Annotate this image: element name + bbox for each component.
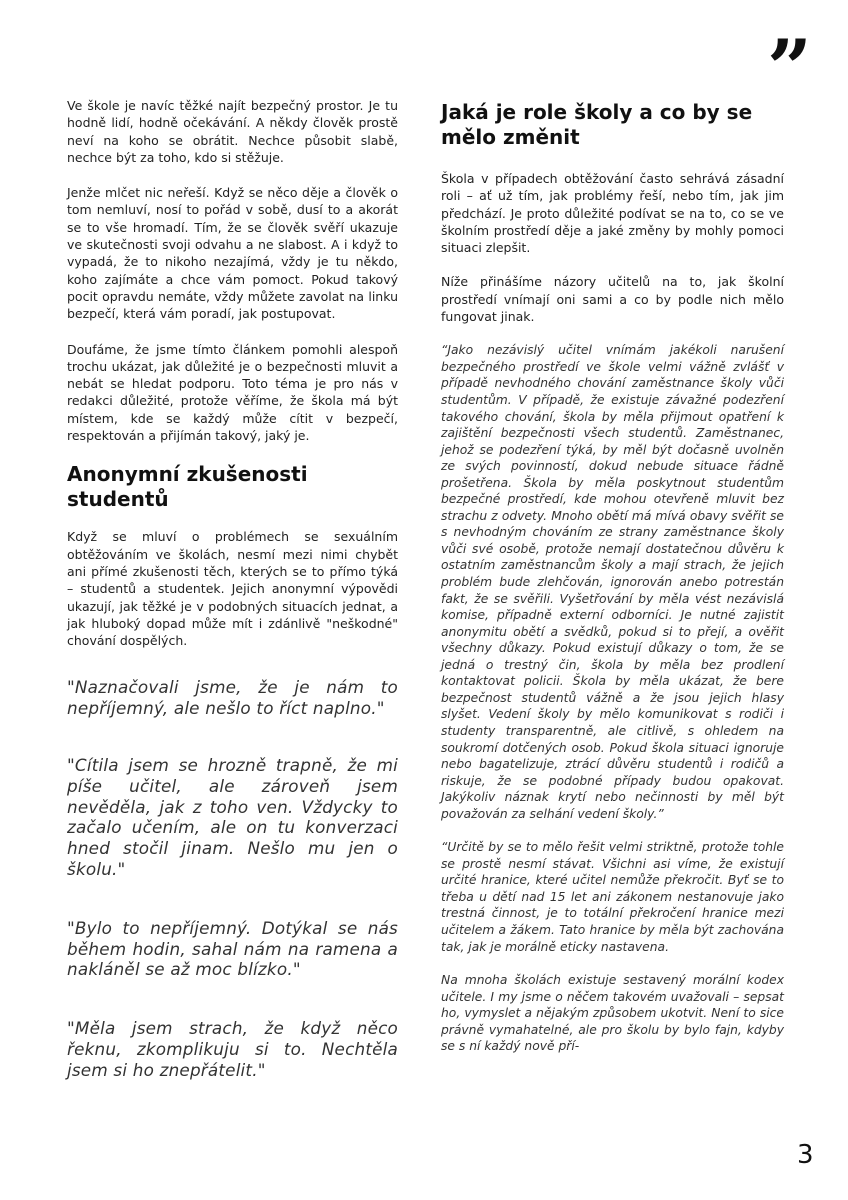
left-paragraph-2: Jenže mlčet nic neřeší. Když se něco děje a člověk o tom nemluví, nosí to pořád v sobě, dusí to a akorát se to vše hromadí. Tím, že se člověk svěří ukazuje ve skutečnosti svoji odvahu a ne slabost. A i když to vypadá, že to nikoho nezajímá, vždy je tu někdo, koho zajímáte a chce vám pomoct. Pokud takový pocit opravdu nemáte, vždy můžete zavolat na linku bezpečí, která vám poradí, jak postupovat.	[67, 185, 398, 322]
quote-mark-icon: ”	[767, 23, 812, 114]
teacher-opinion-2: “Určitě by se to mělo řešit velmi striktně, protože tohle se prostě nesmí stávat. Všichni asi víme, že existují určité hranice, které učitel nemůže překročit. Byť se to třeba u dětí nad 15 let ani zákonem nestanovuje jako trestná činnost, je to totální překročení hranice mezi učitelem a žákem. Tato hranice by měla být zachována tak, jak je morálně eticky nastavena.	[441, 840, 784, 954]
left-column	[67, 97, 398, 1081]
student-quote-1: "Naznačovali jsme, že je nám to nepříjemný, ale nešlo to říct naplno."	[67, 677, 398, 719]
left-paragraph-1: Ve škole je navíc těžké najít bezpečný prostor. Je tu hodně lidí, hodně očekávání. A někdy člověk prostě neví na koho se obrátit. Nechce působit slabě, nechce být za toho, kdo si stěžuje.	[67, 98, 398, 165]
right-paragraph-1: Škola v případech obtěžování často sehrává zásadní roli – ať už tím, jak problémy řeší, nebo tím, jak jim předchází. Je proto důležité podívat se na to, co se ve školním prostředí děje a jaké změny by mohly pomoci situaci zlepšit.	[441, 171, 784, 256]
left-paragraph-4: Když se mluví o problémech se sexuálním obtěžováním ve školách, nesmí mezi nimi chybět ani přímé zkušenosti těch, kterých se to přímo týká – studentů a studentek. Jejich anonymní výpovědi ukazují, jak těžké je v podobných situacích jednat, a jak hluboký dopad může mít i zdánlivě "neškodné" chování dospělých.	[67, 529, 398, 649]
page-number: 3	[797, 1140, 814, 1170]
student-quote-3: "Bylo to nepříjemný. Dotýkal se nás během hodin, sahal nám na ramena a nakláněl se až moc blízko."	[67, 917, 398, 980]
student-quote-4: "Měla jsem strach, že když něco řeknu, zkomplikuju si to. Nechtěla jsem si ho znepřátelit."	[67, 1018, 398, 1080]
student-quote-2: "Cítila jsem se hrozně trapně, že mi píše učitel, ale zároveň jsem nevěděla, jak z toho ven. Vždycky to začalo učením, ale on tu konverzaci hned stočil jinam. Nešlo mu jen o školu."	[67, 755, 398, 879]
section-heading-school-role: Jaká je role školy a co by se mělo změnit	[441, 100, 753, 149]
right-column	[441, 97, 784, 1072]
teacher-opinion-1: “Jako nezávislý učitel vnímám jakékoli narušení bezpečného prostředí ve škole velmi vážně zvlášť v případě nevhodného chování zaměstnance školy vůči studentům. V případě, že existuje závažné podezření takového chování, škola by měla přijmout opatření k zajištění bezpečnosti všech studentů. Zaměstnanec, jehož se podezření týká, by měl být dočasně uvolněn ze svých povinností, dokud nebude situace řádně prošetřena. Škola by měla poskytnout studentům bezpečné prostředí, kde mohou otevřeně mluvit bez strachu z odvety. Mnoho obětí má mívá obavy svěřit se s nevhodným chováním ze strany zaměstnance školy vůči své osobě, protože nemají dostatečnou důvěru k ostatním zaměstnancům školy a mají strach, že jejich problém bude zlehčován, ignorován anebo potrestán fakt, že se svěřili. Vyšetřování by měla vést nezávislá komise, případně externí odborníci. Je nutné zajistit anonymitu obětí a svědků, pokud si to přejí, a ověřit všechny důkazy. Pokud existují důkazy o tom, že se jedná o trestný čin, škola by měla bez prodlení kontaktovat policii. Škola by měla ukázat, že bere bezpečnost studentů vážně a že jsou jejich hlasy slyšet. Vedení školy by mělo komunikovat s rodiči i studenty transparentně, ale citlivě, s ohledem na soukromí dotčených osob. Pokud škola situaci ignoruje nebo bagatelizuje, ztrácí důvěru studentů i rodičů a riskuje, že se podobné případy budou opakovat. Jakýkoliv náznak krytí nebo nečinnosti by měl být považován za selhání vedení školy.”	[441, 343, 784, 821]
left-paragraph-3: Doufáme, že jsme tímto článkem pomohli alespoň trochu ukázat, jak důležité je o bezpečnosti mluvit a nebát se hledat podporu. Toto téma je pro nás v redakci důležité, protože věříme, že škola má být místem, kde se každý může cítit v bezpečí, respektován a přijímán takový, jaký je.	[67, 341, 398, 444]
teacher-opinion-3: Na mnoha školách existuje sestavený morální kodex učitele. I my jsme o něčem takovém uvažovali – sepsat ho, vymyslet a nějakým způsobem ukotvit. Není to sice právně vymahatelné, ale pro školu by bylo fajn, kdyby se s ní každý nově pří-	[441, 973, 784, 1054]
section-heading-anonymous-experiences: Anonymní zkušenosti studentů	[67, 462, 308, 512]
right-paragraph-2: Níže přinášíme názory učitelů na to, jak školní prostředí vnímají oni sami a co by podle nich mělo fungovat jinak.	[441, 274, 784, 325]
